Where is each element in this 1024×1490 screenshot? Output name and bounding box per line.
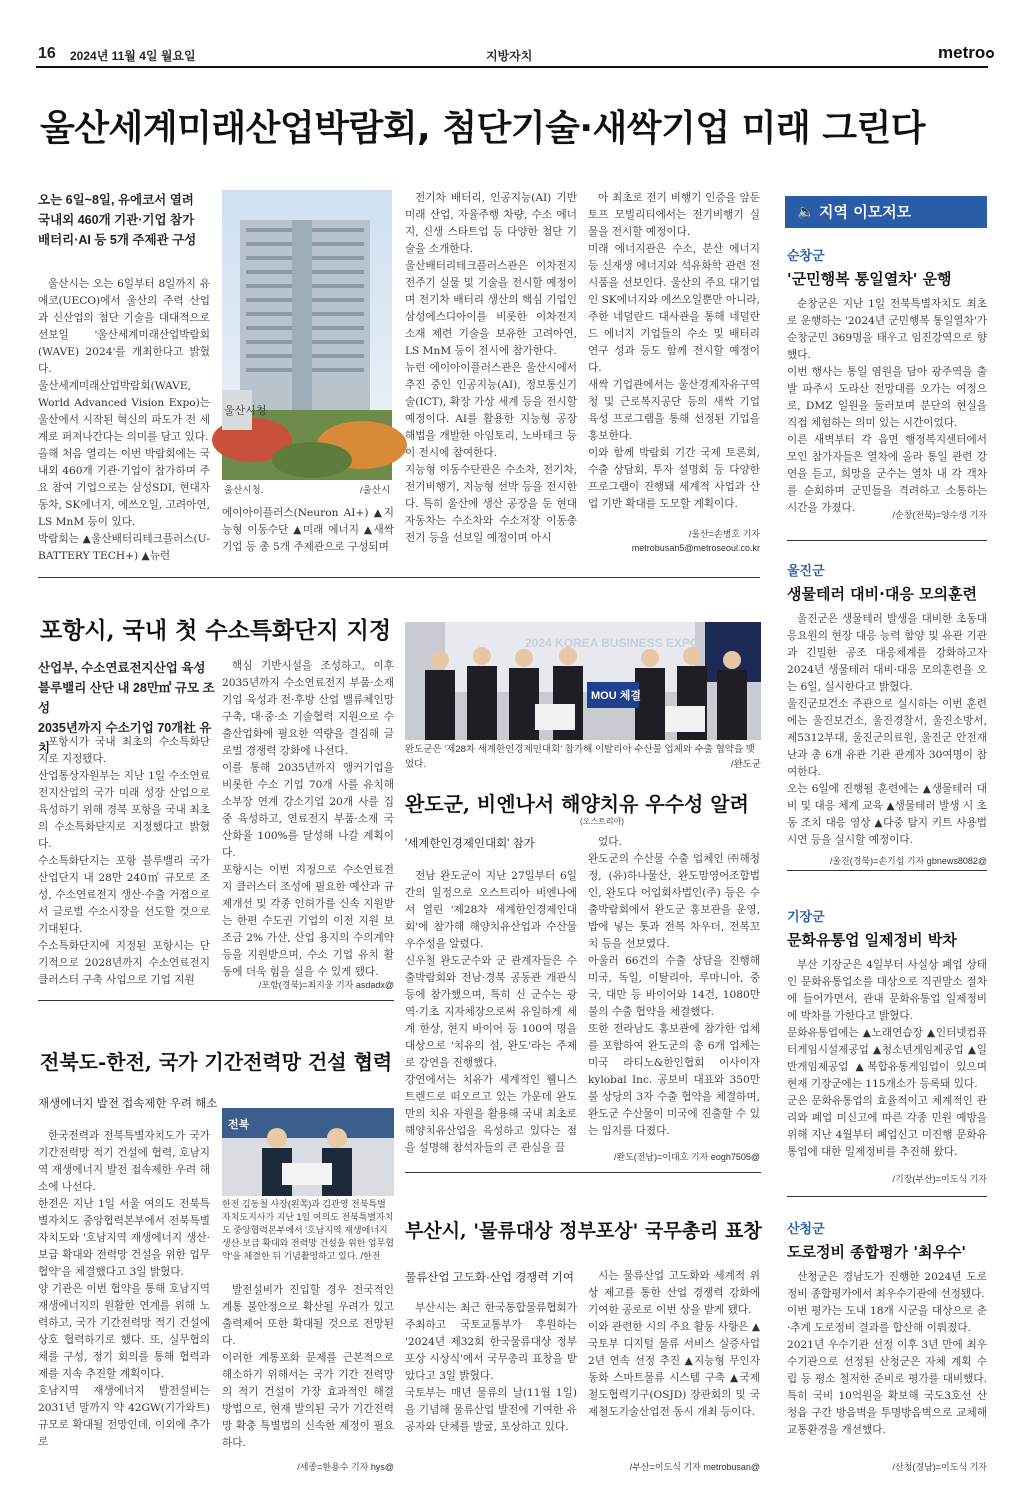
main-photo-credit: /울산시 [360,485,391,496]
sidebar-item-body: 울진군은 생물테러 발생을 대비한 초동대응요원의 현장 대응 능력 함양 및 유관 기관과 긴밀한 공조 대응체계를 강화하고자 2024년 생물테러 대비·대응 모의훈련을 오는 6일, 실시한다고 밝혔다. 울진군보건소 주관으로 실시하는 이번 훈련에는 울진보건소, 울진경찰서, 울진소방서, 제5312부대, 울진군의료원, 울진군 안전재난과 총 6개 유관 기관 관계자 30여명이 참여한다. 오는 6일에 진행될 훈련에는 ▲생물테러 대비 및 대응 체계 교육 ▲생물테러 발생 시 초동 조치 대응 영상 ▲다중 탐지 키트 사용법 시연 등을 실시할 예정이다. [787,613,987,846]
main-article-col3: 전기차 배터리, 인공지능(AI) 기반 미래 산업, 자율주행 차량, 수소 에너지, 신생 스타트업 등 다양한 첨단 기술을 소개한다. 울산배터리테크플러스관은 이차전지 전주기 실물 및 기술을 전시할 예정이며 전기차 배터리 생산의 핵심 기업인 삼성에스디아이를 비롯한 이차전지 소재 제련 기술을 보유한 고려아연, LS MnM 등이 전시에 참가한다. 뉴런 에이아이플러스관은 울산시에서 추진 중인 인공지능(AI), 정보통신기술(ICT), 확장 가상 세계 등을 전시할 예정이다. AI를 활용한 지능형 공장 해법을 개발한 아임토리, 노바테크 등이 전시에 참여한다. 지능형 이동수단관은 수소차, 전기차, 전기비행기, 지능형 선박 등을 전시한다. 특히 울산에 생산 공장을 둔 현대자동차는 수소차와 수소저장 이동충전기 등을 선보일 예정이며 아시 [405,192,577,544]
main-subhead: 국내외 460개 기관·기업 참가 [38,213,195,227]
divider [787,1196,987,1197]
wando-photo [405,622,761,740]
wando-col2: 었다. 완도군의 수산물 수출 업체인 ㈜해청정, (유)하나물산, 완도맘영어조합법인, 완도다 어업회사법인(주) 등은 수출박람회에서 완도군 홍보관을 운영, 밥에 넣는 톳과 전복 차우더, 전복꼬치 등을 선보였다. 아울러 66건의 수출 상담을 진행해 미국, 독일, 이탈리아, 루마니아, 중국, 대만 등 바이어와 14건, 1080만 불의 수출 협약을 체결했다. 또한 전라남도 홍보관에 참가한 업체를 포함하여 완도군의 총 6개 업체는 미국 라티노&한인협회 이사이자 kylobal Inc. 공보비 대표와 350만 불 상당의 3자 수출 협약을 체결하며, 완도군 수산물이 미국에 진출할 수 있는 입지를 다졌다. [588,836,760,1137]
brand-logo [938,43,994,63]
sidebar-item-body: 부산 기장군은 4일부터 사실상 폐업 상태인 문화유통업소를 대상으로 직권말소 절차에 들어가면서, 관내 문화유통업 일제정비에 박차를 가한다고 밝혔다. 문화유통업에는 ▲노래연습장 ▲인터넷컴퓨터게임시설제공업 ▲청소년게임제공업 ▲일반게임제공업 ▲복합유통게임업이 있으며 현재 기장군에는 115개소가 등록돼 있다. 군은 문화유통업의 효율적이고 체계적인 관리와 폐업 미신고에 따른 각종 민원 예방을 위해 지난 4월부터 폐업신고 미진행 문화유통업에 대한 일제정비를 추진해 왔다. [787,959,987,1158]
busan-col2: 시는 물류산업 고도화와 세계적 위상 제고를 통한 산업 경쟁력 강화에 기여한 공로로 이번 상을 받게 됐다. 이와 관련한 시의 주요 활동 사항은 ▲국토부 디지털 물류 서비스 실증사업 2년 연속 선정 추진 ▲지능형 무인자동화 스마트물류 시스템 구축 ▲국제철도협력기구(OSJD) 장관회의 및 국제철도기술산업전 동시 개최 등이다. [588,1270,760,1418]
sidebar-item-region: 순창군 [787,248,825,263]
sidebar-item-title: 생물테러 대비·대응 모의훈련 [787,585,978,603]
busan-headline: 부산시, '물류대상 정부포상' 국무총리 표창 [405,1220,762,1242]
sidebar-item-title: 문화유통업 일제정비 박차 [787,931,957,949]
photo-backdrop-text: 2024 KOREA BUSINESS EXPO [525,636,700,650]
header-rule [36,66,988,68]
wando-headline: 완도군, 비엔나서 해양치유 우수성 알려 [405,792,749,816]
logo-icon [986,50,994,58]
pohang-col2: 핵심 기반시설을 조성하고, 이후 2035년까지 수소연료전지 부품·소재 기업 육성과 전·후방 산업 밸류체인망 구축, 대·중·소 기술협력 지원으로 수출산업화에 필요한 역량을 결집해 글로벌 경쟁력 강화에 나선다. 이를 통해 2035년까지 앵커기업을 비롯한 수소 기업 70개 사를 유치해 소부장 연계 강소기업 20개 사를 집중 육성하고, 연료전지 부품·소재 국산화율 100%를 달성해 나갈 계획이다. 포항시는 이번 지정으로 수소연료전지 클러스터 조성에 필요한 예산과 규제개선 및 각종 인허가를 신속 지원받는 한편 수도권 기업의 이전 지원 보조금 2% 가산, 산업 용지의 수의계약 등을 지원받으며, 수소 기업 유치 활동에 더욱 힘을 실을 수 있게 됐다. [222,660,394,978]
wando-tag: (오스트리아) [580,817,624,826]
busan-byline: /부산=이도식 기자 metrobusan@ [629,1462,760,1472]
page-number: 16 [38,45,56,62]
sidebar-item-body: 순창군은 지난 1일 전북특별자치도 최초로 운행하는 '2024년 군민행복 통일열차'가 순창군민 369명을 태우고 임진강역으로 향했다. 이번 행사는 통일 염원을 담아 광주역을 출발 파주시 도라산 전망대를 오가는 여정으로, DMZ 일원을 둘러보며 분단의 현실을 직접 체험하는 의미 있는 시간이었다. 이른 새벽부터 각 읍면 행정복지센터에서 모인 참가자들은 열차에 올라 통일 관련 강연을 듣고, 희망을 군수는 열차 내 각 객차를 순회하며 군민들을 격려하고 소통하는 시간을 가졌다. [787,298,987,514]
jeonbuk-caption-text: 한전 김동철 사장(왼쪽)과 김관영 전북특별자치도지사가 지난 1일 여의도 전북특별자치도 중앙협력본부에서 '호남지역 재생에너지 생산·보급 확대와 전력망 건설을 위한 업무협약'을 체결한 뒤 기념촬영하고 있다. [222,1199,394,1261]
photo-mou-sign: MOU 체결 [591,690,641,702]
busan-subhead: 물류산업 고도화·산업 경쟁력 기여 [405,1272,574,1284]
jeonbuk-subhead: 재생에너지 발전 접속제한 우려 해소 [38,1098,218,1110]
pohang-subhead: 산업부, 수소연료전지산업 육성 [38,661,206,675]
main-photo-caption: 울산시청. [224,485,264,496]
sidebar-item-region: 산청군 [787,1221,825,1236]
sidebar-title: 지역 이모저모 [819,203,912,221]
issue-date: 2024년 11월 4일 월요일 [70,49,196,63]
sidebar-item-body: 산청군은 경남도가 진행한 2024년 도로정비 종합평가에서 최우수기관에 선정됐다. 이번 평가는 도내 18개 시군을 대상으로 춘·추계 도로정비 결과를 합산해 이뤄졌다. 2021년 우수기관 선정 이후 3년 만에 최우수기관으로 선정된 산청군은 자체 계획 수립 등 평소 철저한 준비로 평가를 대비했다. 특히 국비 10억원을 확보해 국도3호선 산청읍 구간 방음벽을 투명방음벽으로 교체해 교통환경을 개선했다. [787,1271,987,1436]
jeonbuk-headline: 전북도-한전, 국가 기간전력망 건설 협력 [40,1050,393,1074]
pohang-col1: 포항시가 국내 최초의 수소특화단지로 지정됐다. 산업통상자원부는 지난 1일 수소연료전지산업의 국가 미래 성장 산업으로 육성하기 위해 경북 포항을 국내 최초의 수소특화단지로 지정했다고 밝혔다. 수소특화단지는 포항 블루밸리 국가산업단지 내 28만 240㎡ 규모로 조성, 수소연료전지 생산·수출 거점으로서 글로벌 수소시장을 선도할 것으로 기대된다. 수소특화단지에 지정된 포항시는 단기적으로 2028년까지 수소연료전지 클러스터 구축 사업으로 기업 지원 [38,736,210,986]
divider [787,540,987,541]
wando-col1: 전남 완도군이 지난 27일부터 6일 간의 일정으로 오스트리아 비엔나에서 열린 '제28차 세계한인경제인대회'에 참가해 해양치유산업과 수산물 우수성을 알렸다. 신우철 완도군수와 군 관계자들은 수출박람회와 전남·경북 공동관 개관식 등에 참가했으며, 특히 신 군수는 광역·기초 지자체장으로써 유일하게 세계 한상, 현지 바이어 등 100여 명을 대상으로 '치유의 섬, 완도'라는 주제로 강연을 진행했다. 강연에서는 치유가 세계적인 웰니스 트렌드로 떠오르고 있는 가운데 완도만의 치유 자원을 활용해 국내 최초로 해양치유산업을 육성하고 있다는 점을 설명해 참석자들의 큰 관심을 끌 [405,870,577,1154]
jeonbuk-photo [222,1108,394,1196]
busan-col1: 부산시는 최근 한국통합물류협회가 주최하고 국토교통부가 후원하는 '2024년 제32회 한국물류대상 정부포상 시상식'에서 국무총리 표창을 받았다고 3일 밝혔다. 국토부는 매년 물류의 날(11월 1일)을 기념해 물류산업 발전에 기여한 유공자와 단체를 발굴, 포상하고 있다. [405,1302,577,1433]
sidebar-item-title: '군민행복 통일열차' 운행 [787,270,952,288]
divider [787,870,987,871]
main-headline: 울산세계미래산업박람회, 첨단기술·새싹기업 미래 그린다 [40,108,926,149]
city-hall-photo [222,190,392,480]
speaker-icon: 🔈 [797,204,815,220]
jeonbuk-col1: 한국전력과 전북특별자치도가 국가 기간전력망 적기 건설에 협력, 호남지역 재생에너지 발전 접속제한 우려 해소에 나선다. 한전은 지난 1일 서울 여의도 전북특별자치도 중앙협력본부에서 전북특별자치도와 '호남지역 재생에너지 생산·보급 확대와 전력망 건설을 위한 업무협약'을 체결했다고 3일 밝혔다. 양 기관은 이번 협약을 통해 호남지역 재생에너지의 원활한 연계를 위해 노력하고, 국가 기간전력망 적기 건설에 상호 협력하기로 했다. 또, 실무협의체를 구성, 정기 회의를 통해 협력과제를 지속 추진할 계획이다. 호남지역 재생에너지 발전설비는 2031년 말까지 약 42GW(기가와트) 규모로 확대될 전망인데, 이외에 추가로 [38,1130,210,1448]
sidebar-item-byline: /순창(전북)=양수생 기자 [892,510,987,520]
jeonbuk-photo-caption [222,1198,394,1262]
wando-subhead: '세계한인경제인대회' 참가 [405,838,535,850]
main-subhead: 배터리·AI 등 5개 주제관 구성 [38,233,197,247]
pohang-subhead: 2035년까지 수소기업 70개社 유치 [38,721,212,755]
wando-byline: /완도(전남)=이대호 기자 eogh7505@ [613,1152,760,1162]
sidebar-item-byline: /산청(경남)=이도식 기자 [892,1462,987,1472]
sidebar-item-region: 울진군 [787,563,825,578]
photo-banner-text: 전북 [228,1118,250,1131]
main-article-col4: 아 최초로 전기 비행기 인증을 앞둔 토프 모빌리티에서는 전기비행기 실물을 전시할 예정이다. 미래 에너지관은 수소, 분산 에너지 등 신재생 에너지와 석유화학 관련 전시품을 선보인다. 울산의 주요 대기업인 SK에너지와 에쓰오일뿐만 아니라, 주한 네덜란드 대사관을 통해 네덜란드 에너지 기업들의 수소 및 배터리 연구 성과 등도 함께 전시할 예정이다. 새싹 기업관에서는 울산경제자유구역청 및 근로복지공단 등의 새싹 기업 육성 프로그램을 통해 선정된 기업을 홍보한다. 이와 함께 박람회 기간 국제 토론회, 수출 상담회, 투자 설명회 등 다양한 프로그램이 진행돼 세계적 사업과 산업 기반 확대를 도모할 계획이다. [588,192,760,510]
pohang-subhead: 블루밸리 산단 내 28만㎡ 규모 조성 [38,681,215,715]
jeonbuk-byline: /세종=한용수 기자 hys@ [297,1462,394,1472]
sidebar-item-title: 도로정비 종합평가 '최우수' [787,1243,967,1261]
sidebar-item-byline: /기장(부산)=이도식 기자 [892,1174,987,1184]
main-email: metrobusan5@metroseoul.co.kr [631,543,760,553]
brand-logo-text: metro [938,43,986,62]
main-article-col2: 에이아이플러스(Neuron AI+) ▲지능형 이동수단 ▲미래 에너지 ▲새싹기업 등 총 5개 주제관으로 구성되며 [222,507,394,553]
jeonbuk-col2: 발전설비가 진입할 경우 전국적인 계통 불안정으로 확산될 우려가 있고 출력제어 또한 확대될 것으로 전망된다. 이러한 계통포화 문제를 근본적으로 해소하기 위해서는 국가 기간 전력망의 적기 건설이 가장 효과적인 해결 방법으로, 현재 발의된 국가 기간전력망 확충 특별법의 신속한 제정이 필요하다. [222,1284,394,1449]
wando-caption-text: 완도군은 '제28차 세계한인경제인대회' 참가해 이탈리아 수산물 업체와 수출 협약을 맺었다. [405,744,755,770]
sidebar-item-byline: /울진(경북)=손기섭 기자 gbnews8082@ [829,856,987,866]
main-article-col1: 울산시는 오는 6일부터 8일까지 유에코(UECO)에서 울산의 주력 산업과 신산업의 첨단 기술을 대대적으로 선보일 '울산세계미래산업박람회(WAVE) 2024'를 개최한다고 밝혔다. 울산세계미래산업박람회(WAVE, World Advanced Vision Expo)는 울산에서 시작된 혁신의 파도가 전 세계로 퍼져나간다는 의미를 담고 있다. 올해 처음 열리는 이번 박람회에는 국내외 460개 기관·기업이 참가하며 주요 참여 기업으로는 삼성SDI, 현대자동차, SK에너지, 에쓰오일, 고려아연, LS MnM 등이 있다. 박람회는 ▲울산배터리테크플러스(U-BATTERY TECH+) ▲뉴런 [38,278,210,562]
wando-photo-caption [405,742,761,774]
photo-sign: 울산시청 [224,404,267,417]
pohang-headline: 포항시, 국내 첫 수소특화단지 지정 [40,617,392,644]
main-byline: /울산=손병호 기자 [688,529,760,539]
pohang-byline: /포항(경북)=최지웅 기자 asdadx@ [258,980,394,990]
main-subheads [38,190,218,250]
main-subhead: 오는 6일~8일, 유에코서 열려 [38,193,194,207]
sidebar-header [785,196,987,228]
divider [38,577,760,578]
wando-photo-credit: /완도군 [730,759,761,770]
divider [38,1000,394,1001]
jeonbuk-photo-credit: /한전 [360,1251,381,1261]
sidebar-item-region: 기장군 [787,909,825,924]
city-hall-illustration [222,190,392,480]
section-name: 지방자치 [486,49,533,63]
divider [405,1172,761,1173]
